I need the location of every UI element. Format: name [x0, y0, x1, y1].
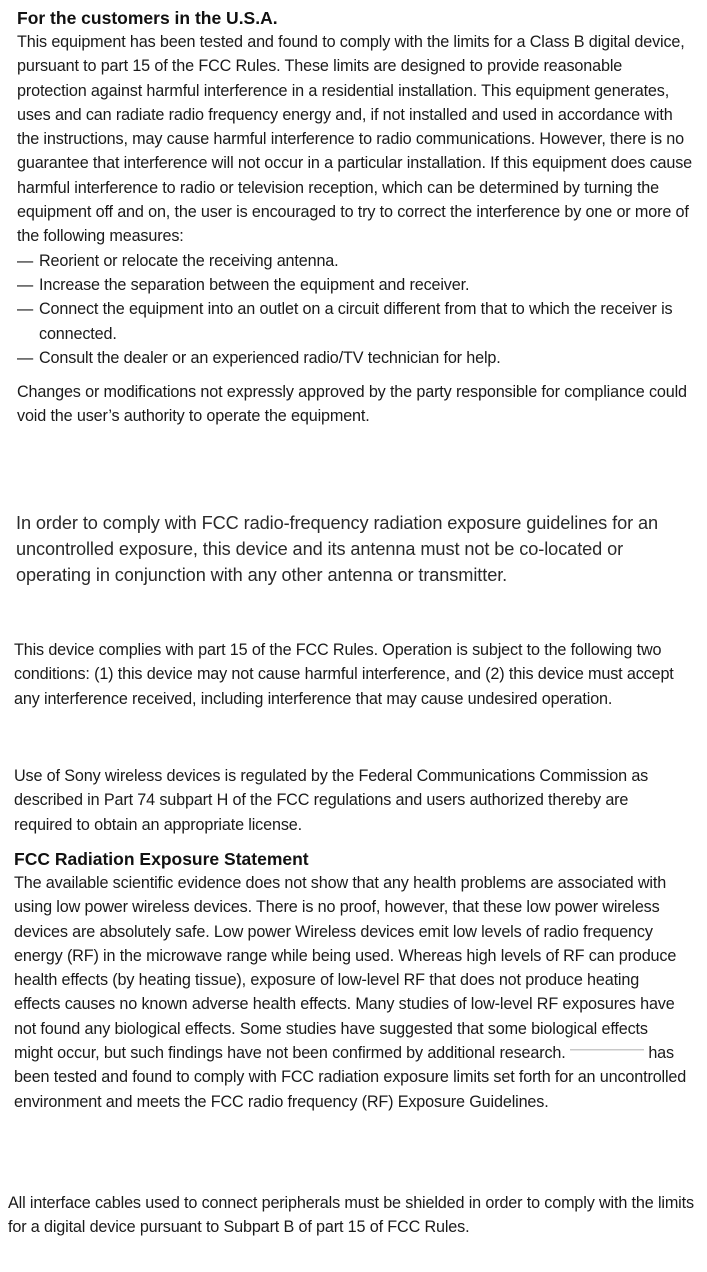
- list-item: — Consult the dealer or an experienced radio/TV technician for help.: [17, 348, 501, 367]
- colocation-section: [16, 510, 667, 588]
- usa-section: [17, 6, 693, 429]
- list-item: — Connect the equipment into an outlet on a circuit different from that to which the receiver is connected.: [17, 300, 673, 343]
- cables-paragraph: All interface cables used to connect peripherals must be shielded in order to comply with the limits for a digital device pursuant to Subpart B of part 15 of FCC Rules.: [8, 1194, 694, 1237]
- measures-list: [17, 249, 693, 370]
- rf-section: [14, 847, 687, 1114]
- redacted-product-name: [570, 1044, 644, 1060]
- sony-paragraph: Use of Sony wireless devices is regulated by the Federal Communications Commission as described in Part 74 subpart H of the FCC regulations and users authorized thereby are required to obtain an appropriate license.: [14, 767, 649, 834]
- usa-heading: For the customers in the U.S.A.: [17, 8, 278, 28]
- colocation-paragraph: In order to comply with FCC radio-frequency radiation exposure guidelines for an uncontrolled exposure, this device and its antenna must not be co-located or operating in conjunction with any other antenna or transmitter.: [16, 513, 659, 585]
- part15-section: [14, 638, 697, 711]
- cables-section: [8, 1191, 697, 1240]
- list-item: — Reorient or relocate the receiving antenna.: [17, 251, 339, 270]
- rf-paragraph: The available scientific evidence does not show that any health problems are associated with using low power wireless devices. There is no proof, however, that these low power wireless devices are absolutely safe. Low power Wireless devices emit low levels of radio frequency energy (RF) in the microwave range while being used. Whereas high levels of RF can produce health effects (by heating tissue), exposure of low-level RF that does not produce heating effects causes no known adverse health effects. Many studies of low-level RF exposures have not found any biological effects. Some studies have suggested that some biological effects might occur, but such findings have not been confirmed by additional research. has been tested and found to comply with FCC radiation exposure limits set forth for an uncontrolled environment and meets the FCC radio frequency (RF) Exposure Guidelines.: [14, 874, 687, 1111]
- rf-heading: FCC Radiation Exposure Statement: [14, 849, 309, 869]
- part15-paragraph: This device complies with part 15 of the FCC Rules. Operation is subject to the following two conditions: (1) this device may not cause harmful interference, and (2) this device must accept any interference received, including interference that may cause undesired operation.: [14, 641, 674, 708]
- usa-paragraph: This equipment has been tested and found to comply with the limits for a Class B digital device, pursuant to part 15 of the FCC Rules. These limits are designed to provide reasonable protection against harmful interference in a residential installation. This equipment generates, uses and can radiate radio frequency energy and, if not installed and used in accordance with the instructions, may cause harmful interference to radio communications. However, there is no guarantee that interference will not occur in a particular installation. If this equipment does cause harmful interference to radio or television reception, which can be determined by turning the equipment off and on, the user is encouraged to try to correct the interference by one or more of the following measures:: [17, 33, 693, 246]
- changes-paragraph: Changes or modifications not expressly approved by the party responsible for compliance could void the user’s authority to operate the equipment.: [17, 383, 687, 426]
- list-item: — Increase the separation between the equipment and receiver.: [17, 275, 470, 294]
- sony-section: [14, 764, 689, 837]
